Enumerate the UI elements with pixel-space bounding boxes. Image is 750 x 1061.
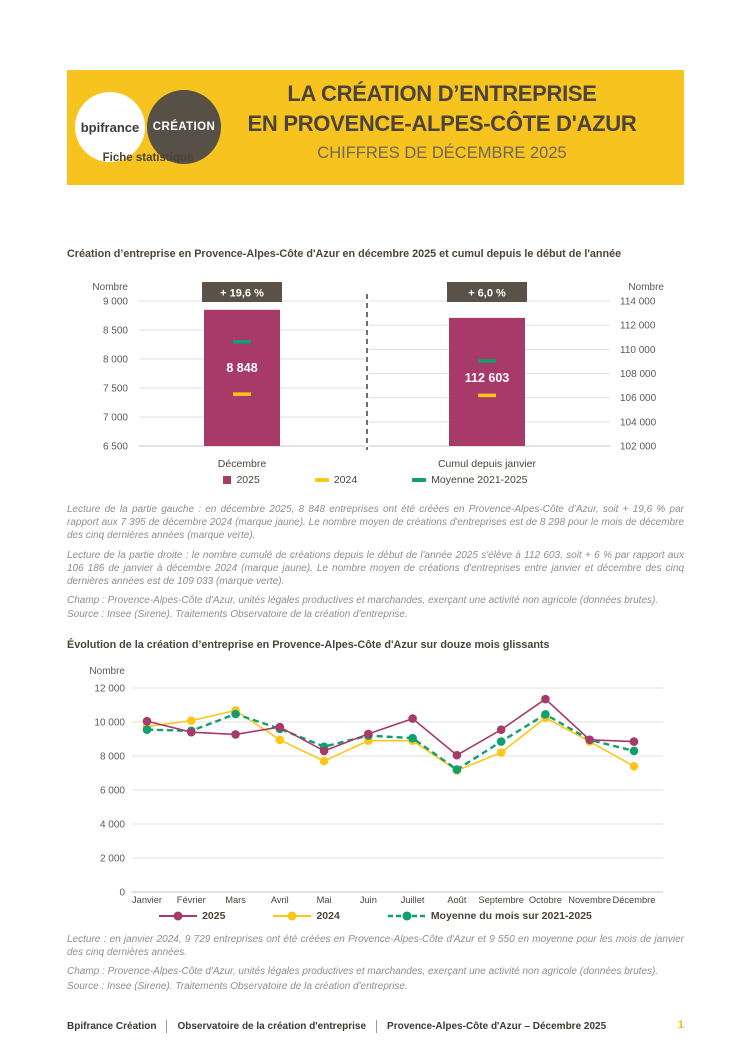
series-moyenne-du-mois-sur-2021-2025	[143, 710, 639, 774]
axis-label-nombre: Nombre	[92, 282, 128, 293]
source-text: Source : Insee (Sirene). Traitements Observatoire de la création d'entreprise.	[67, 609, 408, 621]
footer-region-date: Provence-Alpes-Côte d'Azur – Décembre 2025	[387, 1021, 607, 1032]
data-point	[585, 736, 594, 745]
data-point	[187, 728, 196, 737]
tick-label: 112 000	[620, 320, 656, 332]
tick-label: 2 000	[99, 853, 125, 865]
legend-label: 2024	[333, 474, 358, 486]
legend-item-moyenne-2021-2025	[412, 474, 527, 486]
header-band	[67, 70, 684, 185]
tick-label: 4 000	[99, 819, 125, 831]
page-title-line2: EN PROVENCE-ALPES-CÔTE D'AZUR	[247, 111, 637, 136]
tick-label: 114 000	[620, 296, 656, 308]
tick-label: 6 000	[99, 785, 125, 797]
chart1-title: Création d’entreprise en Provence-Alpes-Côte d'Azur en décembre 2025 et cumul depuis le début de l'année	[67, 248, 622, 260]
data-point	[143, 717, 152, 726]
data-point	[276, 723, 285, 732]
legend-item-2025	[159, 910, 225, 922]
creation-logo-text: CRÉATION	[152, 121, 216, 133]
lecture-text: Lecture : en janvier 2024, 9 729 entreprises ont été créées en Provence-Alpes-Côte d'Azur et 9 550 en moyenne pour les mois de janvier des cinq dernières années.	[67, 934, 684, 959]
legend-label: Moyenne 2021-2025	[431, 474, 528, 486]
legend-item-2024	[315, 474, 357, 486]
footer-brand: Bpifrance Création	[67, 1021, 157, 1032]
lecture-gauche-text: Lecture de la partie gauche : en décembre 2025, 8 848 entreprises ont été créées en Provence-Alpes-Côte d’Azur, soit + 19,6 % par rapport aux 7 395 de décembre 2024 (marque jaune). Le nombre moyen de créations d'entreprises est de 8 298 pour le mois de décembre des cinq dernières années (marque verte).	[67, 504, 684, 542]
dash-marker-icon	[412, 478, 426, 482]
series-line	[147, 699, 634, 755]
badge-label: + 19,6 %	[220, 287, 264, 300]
bpifrance-logo-text: bpifrance	[80, 119, 140, 135]
tick-label: 0	[119, 887, 125, 899]
tick-label: 8 000	[102, 354, 128, 366]
chart2-notes	[67, 933, 684, 999]
tick-label: 7 500	[102, 383, 128, 395]
legend-label: 2024	[316, 910, 340, 922]
champ-text-2: Champ : Provence-Alpes-Côte d'Azur, unités légales productives et marchandes, exerçant une activité non agricole (données brutes).	[67, 966, 659, 978]
bar-value-label: 8 848	[226, 360, 258, 375]
bar-chart	[67, 278, 684, 474]
line-chart	[67, 660, 684, 908]
fiche-statistique-label: Fiche statistique	[102, 152, 194, 164]
tick-label: 108 000	[620, 369, 657, 380]
axis-label-nombre: Nombre	[89, 666, 125, 677]
footer-separator	[376, 1020, 377, 1033]
month-label: Juillet	[400, 895, 425, 905]
tick-label: 110 000	[620, 344, 656, 356]
month-label: Juin	[359, 895, 377, 905]
data-point	[187, 716, 196, 725]
month-label: Décembre	[612, 895, 656, 905]
square-marker-icon	[223, 476, 231, 484]
page-title-line1: LA CRÉATION D’ENTREPRISE	[287, 81, 597, 106]
legend-item-2024	[273, 910, 339, 922]
badge-label: + 6,0 %	[468, 287, 506, 300]
data-point	[408, 714, 417, 723]
data-point	[231, 710, 240, 719]
month-label: Février	[176, 895, 206, 905]
footer-separator	[166, 1020, 167, 1033]
month-label: Avril	[270, 895, 289, 905]
tick-label: 106 000	[620, 393, 657, 405]
tick-label: 104 000	[620, 417, 657, 429]
tick-label: 102 000	[620, 441, 657, 453]
legend-label: 2025	[202, 910, 226, 922]
month-label: Novembre	[568, 895, 612, 905]
chart1-legend	[67, 474, 684, 486]
header-titles	[217, 79, 667, 167]
axis-label-nombre: Nombre	[628, 282, 664, 293]
bar-decembre	[204, 310, 280, 446]
data-point	[630, 747, 639, 756]
data-point	[408, 734, 417, 743]
category-label: Cumul depuis janvier	[437, 458, 537, 470]
data-point	[453, 765, 462, 774]
page-subtitle: CHIFFRES DE DÉCEMBRE 2025	[317, 144, 567, 162]
chart2-legend	[67, 910, 684, 922]
month-label: Janvier	[132, 895, 162, 905]
data-point	[630, 737, 639, 746]
data-point	[320, 747, 329, 756]
champ-text: Champ : Provence-Alpes-Côte d'Azur, unités légales productives et marchandes, exerçant une activité non agricole (données brutes).	[67, 595, 659, 607]
dash-marker-icon	[315, 478, 329, 482]
legend-label: Moyenne du mois sur 2021-2025	[430, 910, 592, 922]
legend-item-moyenne-du-mois-sur-2021-2025	[388, 910, 592, 922]
data-point	[630, 762, 639, 771]
footer	[67, 1020, 684, 1033]
page-number: 1	[677, 1019, 684, 1031]
data-point	[276, 736, 285, 745]
month-label: Mai	[316, 895, 332, 905]
data-point	[453, 751, 462, 760]
month-label: Août	[447, 895, 467, 905]
tick-label: 9 000	[102, 296, 128, 308]
line-dot-marker-icon	[388, 910, 426, 922]
tick-label: 8 000	[99, 751, 125, 763]
legend-label: 2025	[236, 474, 260, 486]
data-point	[497, 737, 506, 746]
data-point	[541, 695, 550, 704]
line-dot-marker-icon	[273, 910, 311, 922]
month-label: Octobre	[528, 895, 562, 905]
tick-label: 8 500	[102, 325, 128, 337]
tick-label: 6 500	[102, 441, 128, 453]
category-label: Décembre	[217, 458, 267, 470]
month-label: Mars	[225, 895, 246, 905]
data-point	[143, 725, 152, 734]
data-point	[231, 730, 240, 739]
chart2-title: Évolution de la création d’entreprise en Provence-Alpes-Côte d'Azur sur douze mois glissants	[67, 639, 550, 651]
tick-label: 10 000	[94, 717, 125, 729]
line-dot-marker-icon	[159, 910, 197, 922]
data-point	[497, 748, 506, 757]
lecture-droite-text: Lecture de la partie droite : le nombre cumulé de créations depuis le début de l'année 2025 s'élève à 112 603, soit + 6 % par rapport aux 106 186 de janvier à décembre 2024 (marque jaune). Le nombre moyen de créations d'entreprises entre janvier et décembre des cinq dernières années est de 109 033 (marque verte).	[67, 549, 684, 587]
tick-label: 12 000	[94, 683, 125, 695]
source-text-2: Source : Insee (Sirene). Traitements Observatoire de la création d'entreprise.	[67, 980, 408, 992]
data-point	[541, 710, 550, 719]
legend-item-2025	[223, 474, 259, 486]
tick-label: 7 000	[102, 412, 128, 424]
month-label: Septembre	[478, 895, 524, 905]
data-point	[320, 757, 329, 766]
data-point	[364, 730, 373, 739]
data-point	[497, 725, 506, 734]
footer-observatoire: Observatoire de la création d'entreprise	[177, 1021, 367, 1032]
chart1-notes	[67, 503, 684, 628]
bar-value-label: 112 603	[464, 371, 510, 386]
